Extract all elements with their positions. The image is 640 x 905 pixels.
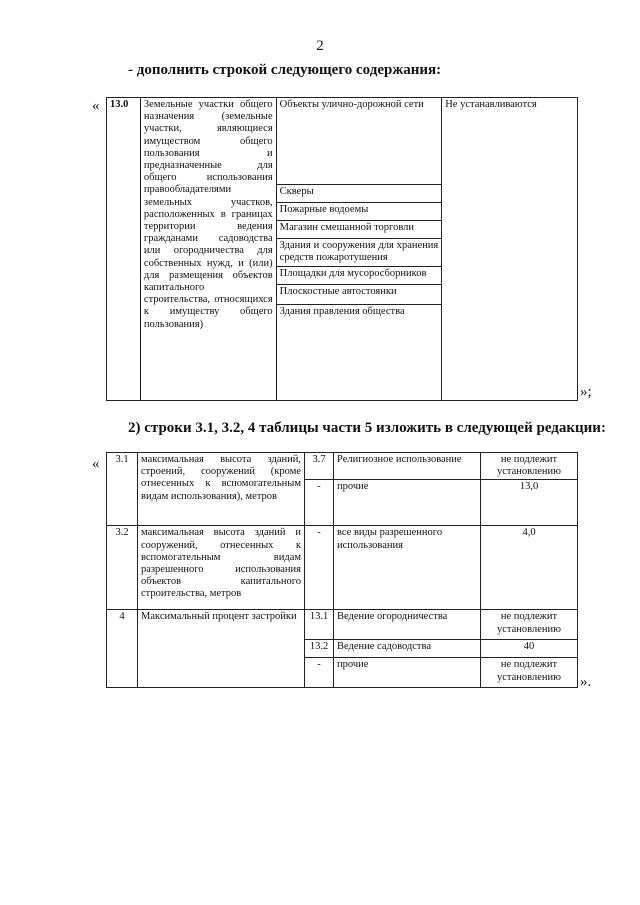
table-land-use: [106, 97, 578, 401]
sub-value: 40: [481, 640, 578, 658]
sub-code: -: [305, 658, 334, 688]
use-item: Объекты улично-дорожной сети: [277, 98, 442, 185]
row-number: 3.2: [107, 526, 138, 610]
use-item: Магазин смешанной торговли: [277, 221, 442, 239]
sub-use: Ведение садоводства: [334, 640, 481, 658]
use-item: Скверы: [277, 185, 442, 203]
sub-code: -: [305, 526, 334, 610]
sub-code: 13.2: [305, 640, 334, 658]
page-number: 2: [316, 38, 324, 54]
sub-value: 4,0: [481, 526, 578, 610]
close-quote-1: »;: [580, 384, 592, 400]
sub-value: не подлежит установлению: [481, 658, 578, 688]
use-item: Плоскостные автостоянки: [277, 285, 442, 305]
use-item: Пожарные водоемы: [277, 203, 442, 221]
close-quote-2: ».: [580, 674, 592, 690]
sub-use: Ведение огородничества: [334, 610, 481, 640]
open-quote-2: «: [92, 456, 100, 472]
sub-use: прочие: [334, 480, 481, 526]
row-description: максимальная высота зданий и сооружений, отнесенных к вспомогательным видам разрешенного использования объектов капитального строительства, метров: [138, 526, 305, 610]
use-item: Здания правления общества: [279, 306, 405, 317]
use-name: Земельные участки общего назначения (земельные участки, являющиеся имуществом общего пользования и предназначенные для общего использования правообладателями земельных участков, расположенных в границах территории ведения гражданами садоводства или огородничества для собственных нужд, и (или) для размещения объектов капитального строительства, относящихся к имуществу общего пользования): [140, 98, 276, 401]
use-params: Не устанавливаются: [442, 98, 578, 401]
sub-code: -: [305, 480, 334, 526]
sub-code: 3.7: [305, 453, 334, 480]
sub-value: не подлежит установлению: [481, 610, 578, 640]
use-code: 13.0: [107, 98, 141, 401]
sub-use: все виды разрешенного использования: [334, 526, 481, 610]
permitted-uses: [276, 98, 442, 401]
open-quote-1: «: [92, 98, 100, 114]
row-number: 4: [107, 610, 138, 688]
sub-value: 13,0: [481, 480, 578, 526]
sub-use: Религиозное использование: [334, 453, 481, 480]
table-parameters: [106, 452, 578, 688]
sub-code: 13.1: [305, 610, 334, 640]
row-description: максимальная высота зданий, строений, сооружений (кроме отнесенных к вспомогательным видам использования), метров: [138, 453, 305, 526]
use-item: Здания и сооружения для хранения средств пожаротушения: [277, 239, 442, 267]
sub-value: не подлежит установлению: [481, 453, 578, 480]
row-number: 3.1: [107, 453, 138, 526]
intro-text-2: 2) строки 3.1, 3.2, 4 таблицы части 5 изложить в следующей редакции:: [128, 420, 606, 436]
intro-text-1: - дополнить строкой следующего содержания:: [128, 62, 442, 78]
use-item: Площадки для мусоросборников: [277, 267, 442, 285]
row-description: Максимальный процент застройки: [138, 610, 305, 688]
sub-use: прочие: [334, 658, 481, 688]
